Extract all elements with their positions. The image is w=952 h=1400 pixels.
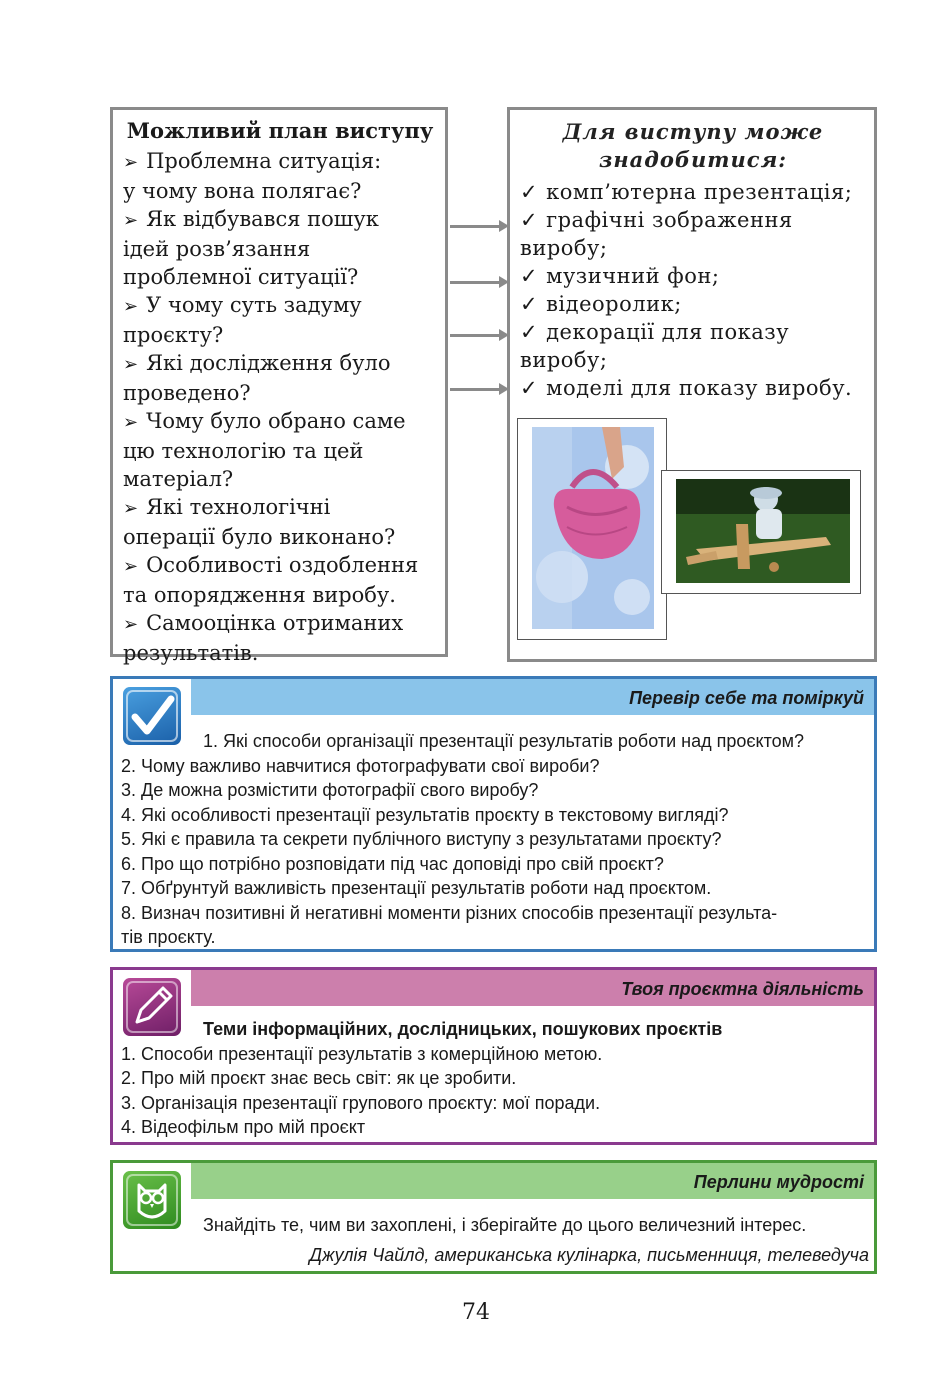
arrowhead-bullet-icon: ➢ [123, 152, 139, 173]
arrowhead-bullet-icon: ➢ [123, 498, 139, 519]
plan-line [123, 379, 437, 407]
check-yourself-questions [121, 729, 869, 950]
plan-line-text: операції було виконано? [123, 525, 396, 549]
needs-line [520, 290, 866, 318]
needs-line-text: комп’ютерна презентація; [546, 180, 853, 204]
needs-line [520, 178, 866, 206]
arrowhead-bullet-icon: ➢ [123, 614, 139, 635]
question-item: 5. Які є правила та секрети публічного виступу з результатами проєкту? [121, 829, 722, 849]
plan-line-text: цю технологію та цей [123, 439, 364, 463]
arrow-icon [450, 281, 500, 284]
plan-line [123, 177, 437, 205]
plan-line-text: Самооцінка отриманих [146, 611, 404, 635]
speech-plan-list [123, 147, 437, 667]
needs-line [520, 206, 866, 234]
needs-line-text: виробу; [520, 236, 608, 260]
topic-item: 2. Про мій проєкт знає весь світ: як це зробити. [121, 1068, 517, 1088]
plan-line-text: ідей розв’язання [123, 237, 311, 261]
needs-line-text: виробу; [520, 348, 608, 372]
topic-item: 4. Відеофільм про мій проєкт [121, 1117, 366, 1137]
question-item: 1. Які способи організації презентації результатів роботи над проєктом? [203, 731, 805, 751]
topic-item: 3. Організація презентації групового проєкту: мої поради. [121, 1092, 601, 1113]
checkmark-bullet-icon: ✓ [520, 208, 539, 232]
speech-plan-box [110, 107, 448, 665]
owl-icon [123, 1171, 181, 1229]
plan-line [123, 235, 437, 263]
plan-line [123, 639, 437, 667]
arrowhead-bullet-icon: ➢ [123, 210, 139, 231]
plan-line-text: у чому вона полягає? [123, 179, 362, 203]
plan-line-text: Проблемна ситуація: [146, 149, 382, 173]
question-item: 3. Де можна розмістити фотографії свого виробу? [121, 780, 539, 800]
wisdom-pearls-section [110, 1160, 877, 1274]
arrow-icon [450, 388, 500, 391]
needs-line-text: графічні зображення [546, 208, 793, 232]
project-activity-header: Твоя проєктна діяльність [191, 970, 874, 1006]
needs-line [520, 374, 866, 402]
toy-plane-photo [661, 470, 861, 594]
plan-line [123, 465, 437, 493]
needs-line [520, 318, 866, 346]
needs-line-text: музичний фон; [546, 264, 720, 288]
checkmark-bullet-icon: ✓ [520, 180, 539, 204]
project-topics-title: Теми інформаційних, дослідницьких, пошукових проєктів [203, 1019, 723, 1039]
needs-line-text: декорації для показу [546, 320, 790, 344]
plan-line [123, 609, 437, 639]
plan-line [123, 523, 437, 551]
plan-line-text: Особливості оздоблення [146, 553, 419, 577]
handbag-image [532, 427, 654, 629]
plan-line [123, 493, 437, 523]
plan-line-text: Які дослідження було [146, 351, 391, 375]
plan-line-text: проєкту? [123, 323, 224, 347]
plan-line-text: Чому було обрано саме [146, 409, 406, 433]
toy-plane-image [676, 479, 850, 583]
needs-line [520, 346, 866, 374]
checkmark-bullet-icon: ✓ [520, 320, 539, 344]
plan-line-text: та опорядження виробу. [123, 583, 396, 607]
wisdom-quote: Знайдіть те, чим ви захоплені, і зберігайте до цього величезний інтерес. [203, 1215, 807, 1235]
handbag-photo [517, 418, 667, 640]
wisdom-author: Джулія Чайлд, американська кулінарка, письменниця, телеведуча [309, 1244, 869, 1265]
plan-line [123, 321, 437, 349]
plan-line [123, 263, 437, 291]
arrowhead-bullet-icon: ➢ [123, 296, 139, 317]
question-item: 8. Визнач позитивні й негативні моменти різних способів презентації результа- [121, 902, 778, 923]
plan-line [123, 407, 437, 437]
checkmark-bullet-icon: ✓ [520, 376, 539, 400]
speech-plan-title: Можливий план виступу [126, 118, 434, 143]
question-item: 7. Обґрунтуй важливість презентації результатів роботи над проєктом. [121, 878, 712, 898]
plan-line [123, 205, 437, 235]
plan-line-text: Як відбувався пошук [146, 207, 379, 231]
question-item: 6. Про що потрібно розповідати під час доповіді про свій проєкт? [121, 853, 664, 874]
plan-line-text: проведено? [123, 381, 251, 405]
checkmark-bullet-icon: ✓ [520, 292, 539, 316]
needs-line [520, 234, 866, 262]
question-item: тів проєкту. [121, 927, 216, 947]
arrowhead-bullet-icon: ➢ [123, 354, 139, 375]
plan-line [123, 349, 437, 379]
checkmark-bullet-icon: ✓ [520, 264, 539, 288]
plan-line [123, 147, 437, 177]
plan-line [123, 581, 437, 609]
wisdom-quote-block [203, 1213, 869, 1267]
arrow-icon [450, 334, 500, 337]
needs-line-text: моделі для показу виробу. [546, 376, 853, 400]
question-item: 4. Які особливості презентації результатів проєкту в текстовому вигляді? [121, 804, 729, 825]
plan-line [123, 551, 437, 581]
question-item: 2. Чому важливо навчитися фотографувати свої вироби? [121, 755, 600, 776]
project-activity-section [110, 967, 877, 1145]
wisdom-pearls-header: Перлини мудрості [191, 1163, 874, 1199]
needs-line-text: відеоролик; [546, 292, 682, 316]
page-number: 74 [462, 1300, 490, 1325]
arrowhead-bullet-icon: ➢ [123, 556, 139, 577]
arrow-icon [450, 225, 500, 228]
plan-line-text: матеріал? [123, 467, 234, 491]
check-yourself-section [110, 676, 877, 952]
plan-line [123, 437, 437, 465]
project-topics [121, 1017, 869, 1140]
plan-line-text: У чому суть задуму [146, 293, 362, 317]
plan-line-text: проблемної ситуації? [123, 265, 359, 289]
arrowhead-bullet-icon: ➢ [123, 412, 139, 433]
plan-line-text: Які технологічні [146, 495, 331, 519]
topic-item: 1. Способи презентації результатів з комерційною метою. [121, 1043, 603, 1064]
speech-needs-list [520, 178, 866, 402]
needs-line [520, 262, 866, 290]
plan-line-text: результатів. [123, 641, 259, 665]
plan-line [123, 291, 437, 321]
speech-needs-title: Для виступу може знадобитися: [562, 119, 824, 172]
check-yourself-header: Перевір себе та поміркуй [191, 679, 874, 715]
